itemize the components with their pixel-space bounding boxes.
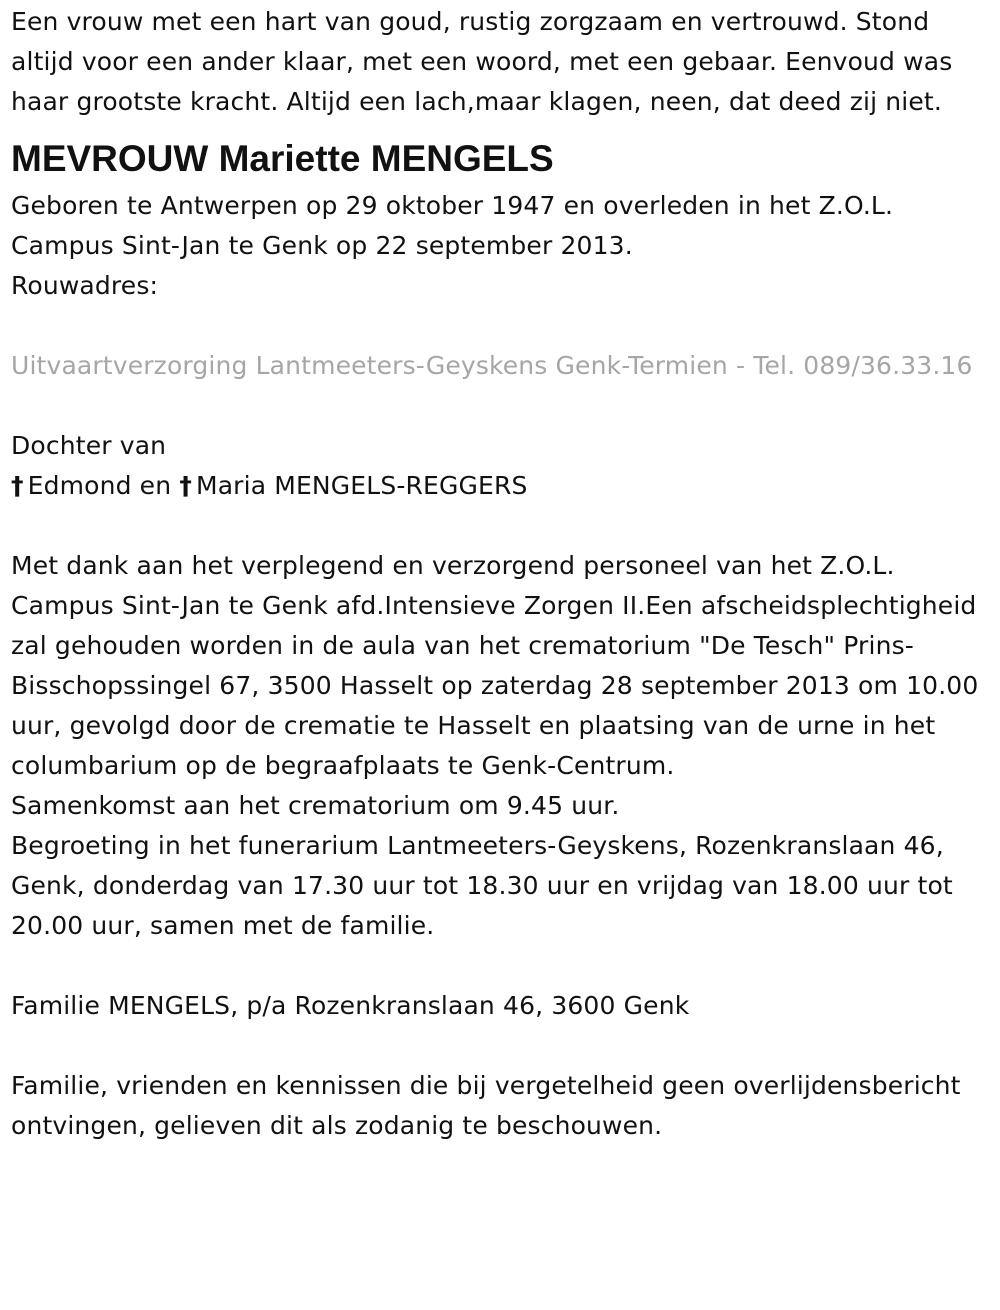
rouwadres-label: Rouwadres: [11,271,159,300]
birth-death-text: Geboren te Antwerpen op 29 oktober 1947 en overleden in het Z.O.L. Campus Sint-Jan te Genk op 22 september 2013. [11,191,894,260]
family-address: Familie MENGELS, p/a Rozenkranslaan 46, 3600 Genk [11,991,690,1020]
father-name: Edmond en [27,471,172,500]
mother-name: Maria MENGELS-REGGERS [195,471,528,500]
deceased-name-title: MEVROUW Mariette MENGELS [11,138,554,179]
intro-poem: Een vrouw met een hart van goud, rustig zorgzaam en vertrouwd. Stond altijd voor een ander klaar, met een woord, met een gebaar. Eenvoud was haar grootste kracht. Altijd een lach,maar klagen, neen, dat deed zij niet. [11,7,953,116]
daughter-of-label: Dochter van [11,431,167,460]
thanks-ceremony-paragraph: Met dank aan het verplegend en verzorgend personeel van het Z.O.L. Campus Sint-Jan te Genk afd.Intensieve Zorgen II.Een afscheidsplechtigheid zal gehouden worden in de aula van het crematorium "De Tesch" Prins-Bisschopssingel 67, 3500 Hasselt op zaterdag 28 september 2013 om 10.00 uur, gevolgd door de crematie te Hasselt en plaatsing van de urne in het columbarium op de begraafplaats te Genk-Centrum. [11,551,979,780]
spacer [11,506,989,546]
spacer [11,386,989,426]
closing-notice: Familie, vrienden en kennissen die bij vergetelheid geen overlijdensbericht ontvingen, gelieven dit als zodanig te beschouwen. [11,1071,961,1140]
funeral-home-text: Uitvaartverzorging Lantmeeters-Geyskens Genk-Termien - Tel. 089/36.33.16 [11,351,973,380]
greeting-text: Begroeting in het funerarium Lantmeeters-Geyskens, Rozenkranslaan 46, Genk, donderdag van 17.30 uur tot 18.30 uur en vrijdag van 18.00 uur tot 20.00 uur, samen met de familie. [11,831,953,940]
spacer [11,306,989,346]
spacer [11,1026,989,1066]
cross-icon: † [11,471,24,500]
spacer [11,946,989,986]
gathering-text: Samenkomst aan het crematorium om 9.45 uur. [11,791,620,820]
cross-icon: † [179,471,192,500]
parents-line [11,466,989,506]
